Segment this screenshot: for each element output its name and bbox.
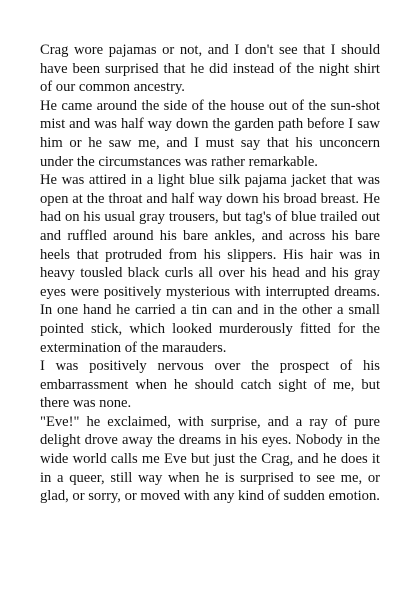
page-text bbox=[40, 41, 380, 506]
paragraph-5: "Eve!" he exclaimed, with surprise, and a ray of pure delight drove away the dreams in his eyes. Nobody in the wide world calls me Eve but just the Crag, and he does it in a queer, still way when he is surprised to see me, or glad, or sorry, or moved with any kind of sudden emotion. bbox=[40, 413, 380, 505]
paragraph-1: Crag wore pajamas or not, and I don't see that I should have been surprised that he did instead of the night shirt of our common ancestry. bbox=[40, 42, 380, 96]
paragraph-2: He came around the side of the house out of the sun-shot mist and was half way down the garden path before I saw him or he saw me, and I must say that his unconcern under the circumstances was rather remarkable. bbox=[40, 97, 380, 170]
paragraph-4: I was positively nervous over the prospect of his embarrassment when he should catch sight of me, but there was none. bbox=[40, 358, 380, 412]
paragraph-3: He was attired in a light blue silk pajama jacket that was open at the throat and half way down his broad breast. He had on his usual gray trousers, but tag's of blue trailed out and ruffled around his bare ankles, and across his bare heels that protruded from his slippers. His hair was in heavy tousled black curls all over his head and his gray eyes were positively mysterious with interrupted dreams. In one hand he carried a tin can and in the other a small pointed stick, which looked murderously fitted for the extermination of the marauders. bbox=[40, 172, 380, 356]
